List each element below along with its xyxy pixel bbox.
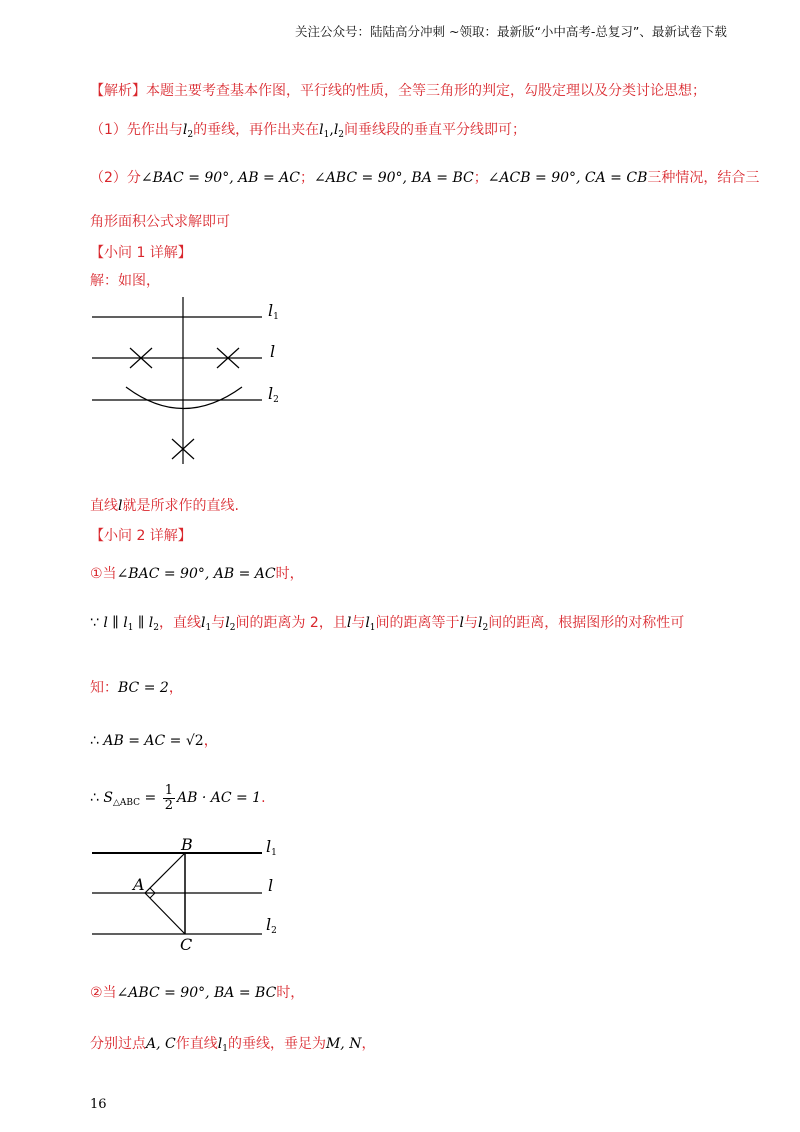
- q1-intro: 解：如图，: [90, 273, 160, 289]
- text-span: 直线: [90, 498, 118, 514]
- because-symbol: ∵: [90, 615, 99, 631]
- text-span: ，直线: [159, 615, 202, 631]
- math-l2: $l_2$: [333, 122, 345, 140]
- math-sqrt2: √2: [185, 733, 204, 749]
- analysis-tag: 【解析】: [90, 83, 146, 99]
- label-l: l: [270, 342, 276, 361]
- math-case2: ∠ABC = 90°, BA = BC: [313, 170, 474, 186]
- math-points: A, C: [146, 1036, 176, 1052]
- math-l1: $l_1$: [319, 122, 330, 140]
- math-l1: $l_1$: [365, 615, 376, 633]
- text-span: ②当: [90, 985, 117, 1001]
- text-span: 作直线: [175, 1036, 218, 1052]
- text-span: （1）先作出与: [90, 122, 183, 138]
- text-span: 的垂线，垂足为: [227, 1036, 326, 1052]
- text-span: =: [140, 790, 161, 806]
- label-l1: l1: [266, 837, 277, 858]
- text-span: 与: [211, 615, 226, 631]
- math-case1: ∠BAC = 90°, AB = AC: [140, 170, 300, 186]
- text-span: 分别过点: [90, 1036, 146, 1052]
- text-span: ，: [361, 1036, 376, 1052]
- math-fraction: $\frac{1}{2}$: [164, 782, 173, 813]
- text-span: ①当: [90, 566, 117, 582]
- label-B: B: [181, 835, 193, 854]
- text-span: 的垂线，再作出夹在: [193, 122, 320, 138]
- label-l1: l1: [268, 301, 279, 322]
- text-span: 知：: [90, 680, 118, 696]
- label-l2: l2: [266, 915, 277, 936]
- math-l: l: [346, 615, 352, 631]
- q2-heading: 【小问 2 详解】: [90, 528, 192, 544]
- text-span: 三种情况，结合三: [647, 170, 760, 186]
- math-l2: $l_2$: [182, 122, 194, 140]
- text-span: 就是所求作的直线.: [122, 498, 239, 514]
- q2-perpendicular: [90, 1033, 375, 1054]
- q2-case2: [90, 982, 304, 1002]
- text-span: 间的距离为 2，且: [235, 615, 347, 631]
- text-span: 间垂线段的垂直平分线即可；: [344, 122, 527, 138]
- text-span: 与: [351, 615, 366, 631]
- page-number: 16: [90, 1097, 107, 1112]
- analysis-part2-cont: 角形面积公式求解即可: [90, 214, 230, 230]
- text-span: ；: [473, 170, 488, 186]
- label-A: A: [133, 875, 145, 894]
- analysis-intro-text: 本题主要考查基本作图，平行线的性质，全等三角形的判定，勾股定理以及分类讨论思想；: [146, 83, 706, 99]
- text-span: 间的距离，根据图形的对称性可: [488, 615, 685, 631]
- text-span: ，: [203, 733, 218, 749]
- label-C: C: [180, 935, 193, 954]
- math-case1: ∠BAC = 90°, AB = AC: [116, 566, 276, 582]
- math-l2: $l_2$: [225, 615, 236, 633]
- math-feet: M, N: [325, 1036, 362, 1052]
- math-parallel: l ∥ $l_1$ ∥ $l_2$: [103, 615, 160, 633]
- label-l2: l2: [268, 384, 279, 405]
- math-l: l: [118, 498, 123, 514]
- text-span: 时，: [276, 985, 305, 1001]
- text-span: .: [261, 790, 266, 806]
- text-span: ，: [168, 680, 183, 696]
- text-span: 间的距离等于: [375, 615, 460, 631]
- text-span: ；: [299, 170, 314, 186]
- math-product: AB · AC = 1: [176, 790, 262, 806]
- math-l: l: [459, 615, 465, 631]
- text-span: ,: [329, 122, 334, 138]
- text-span: 与: [464, 615, 479, 631]
- math-l1: $l_1$: [217, 1036, 228, 1054]
- math-case3: ∠ACB = 90°, CA = CB: [487, 170, 648, 186]
- therefore-symbol: ∴: [90, 790, 99, 806]
- text-span: （2）分: [90, 170, 141, 186]
- q1-heading: 【小问 1 详解】: [90, 245, 192, 261]
- math-l2: $l_2$: [478, 615, 489, 633]
- math-case2: ∠ABC = 90°, BA = BC: [116, 985, 277, 1001]
- math-l1: $l_1$: [201, 615, 212, 633]
- text-span: 时，: [275, 566, 304, 582]
- page-header: 关注公众号：陆陆高分冲刺 ~领取：最新版“小中高考-总复习”、最新试卷下载: [295, 24, 727, 39]
- math-area: $S_{\triangle ABC}$: [103, 790, 141, 808]
- math-bc: BC = 2: [118, 680, 169, 696]
- therefore-symbol: ∴: [90, 733, 99, 749]
- math-ab-ac: AB = AC =: [103, 733, 186, 749]
- label-l: l: [268, 876, 274, 895]
